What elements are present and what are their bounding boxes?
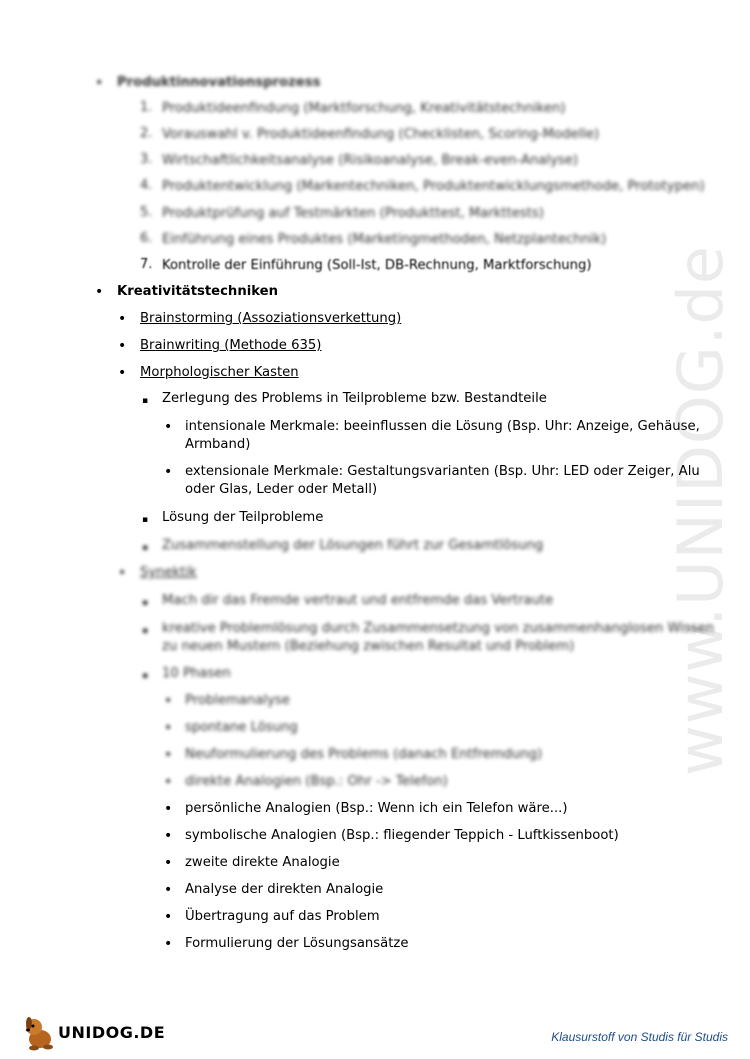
bullet-icon (118, 362, 126, 381)
step-text: Produktprüfung auf Testmärkten (Produkttest, Markttests) (162, 206, 544, 221)
dog-mascot-icon (22, 1013, 56, 1051)
bullet-icon (118, 335, 126, 354)
sub-item-cont: zu neuen Mustern (Beziehung zwischen Resultat und Problem) (162, 639, 575, 654)
step-number: 3. (140, 152, 153, 167)
step-number: 1. (140, 100, 153, 115)
bullet-icon (95, 72, 103, 91)
sub-item: Mach dir das Fremde vertraut und entfremde das Vertraute (162, 593, 554, 608)
step-number: 4. (140, 178, 153, 193)
square-bullet-icon (142, 620, 148, 639)
sub-item: Lösung der Teilprobleme (162, 510, 324, 525)
square-bullet-icon (142, 537, 148, 556)
detail-item-cont: Armband) (185, 437, 251, 452)
phase-item: spontane Lösung (185, 720, 298, 735)
sub-item: kreative Problemlösung durch Zusammensetzung von zusammenhanglosen Wissen (162, 621, 715, 636)
square-bullet-icon (142, 665, 148, 684)
bullet-icon (164, 852, 172, 871)
bullet-icon (164, 416, 172, 435)
phase-item: Formulierung der Lösungsansätze (185, 936, 409, 951)
detail-item: extensionale Merkmale: Gestaltungsvarianten (Bsp. Uhr: LED oder Zeiger, Alu (185, 464, 700, 479)
bullet-icon (164, 798, 172, 817)
bullet-icon (164, 690, 172, 709)
step-text: Produktideenfindung (Marktforschung, Kreativitätstechniken) (162, 101, 566, 116)
square-bullet-icon (142, 390, 148, 409)
bullet-icon (118, 308, 126, 327)
list-item: Morphologischer Kasten (140, 365, 299, 380)
step-text: Vorauswahl v. Produktideenfindung (Checklisten, Scoring-Modelle) (162, 127, 600, 142)
logo-text: UNIDOG.DE (58, 1022, 166, 1042)
bullet-icon (95, 281, 103, 300)
step-number: 2. (140, 126, 153, 141)
phase-item: Analyse der direkten Analogie (185, 882, 384, 897)
bullet-icon (164, 933, 172, 952)
list-item: Synektik (140, 565, 197, 580)
footer-tagline: Klausurstoff von Studis für Studis (551, 1030, 728, 1044)
bullet-icon (164, 461, 172, 480)
step-text: Einführung eines Produktes (Marketingmethoden, Netzplantechnik) (162, 232, 607, 247)
unidog-logo[interactable] (22, 1012, 165, 1052)
sub-item: Zerlegung des Problems in Teilprobleme bzw. Bestandteile (162, 391, 547, 406)
step-text: Wirtschaftlichkeitsanalyse (Risikoanalyse, Break-even-Analyse) (162, 153, 579, 168)
square-bullet-icon (142, 509, 148, 528)
bullet-icon (164, 744, 172, 763)
watermark: www.UNIDOG.de (663, 244, 737, 776)
bullet-icon (164, 771, 172, 790)
step-number: 6. (140, 231, 153, 246)
phase-item: Übertragung auf das Problem (185, 909, 380, 924)
phase-item: Problemanalyse (185, 693, 290, 708)
square-bullet-icon (142, 592, 148, 611)
phase-item: symbolische Analogien (Bsp.: fliegender Teppich - Luftkissenboot) (185, 828, 619, 843)
step-number: 5. (140, 205, 153, 220)
detail-item: intensionale Merkmale: beeinflussen die Lösung (Bsp. Uhr: Anzeige, Gehäuse, (185, 419, 700, 434)
phase-item: zweite direkte Analogie (185, 855, 340, 870)
bullet-icon (164, 879, 172, 898)
phase-item: persönliche Analogien (Bsp.: Wenn ich ein Telefon wäre...) (185, 801, 568, 816)
step-text: Produktentwicklung (Markentechniken, Produktentwicklungsmethode, Prototypen) (162, 179, 705, 194)
detail-item-cont: oder Glas, Leder oder Metall) (185, 482, 378, 497)
step-number: 7. (140, 257, 153, 272)
bullet-icon (164, 906, 172, 925)
list-item: Brainwriting (Methode 635) (140, 338, 322, 353)
phase-item: Neuformulierung des Problems (danach Entfremdung) (185, 747, 543, 762)
bullet-icon (118, 562, 126, 581)
sub-item: 10 Phasen (162, 666, 231, 681)
section-heading: Produktinnovationsprozess (117, 75, 321, 90)
list-item: Brainstorming (Assoziationsverkettung) (140, 311, 402, 326)
phase-item: direkte Analogien (Bsp.: Ohr -> Telefon) (185, 774, 448, 789)
section-heading: Kreativitätstechniken (117, 284, 278, 299)
sub-item: Zusammenstellung der Lösungen führt zur Gesamtlösung (162, 538, 544, 553)
step-text: Kontrolle der Einführung (Soll-Ist, DB-Rechnung, Marktforschung) (162, 258, 592, 273)
bullet-icon (164, 717, 172, 736)
bullet-icon (164, 825, 172, 844)
